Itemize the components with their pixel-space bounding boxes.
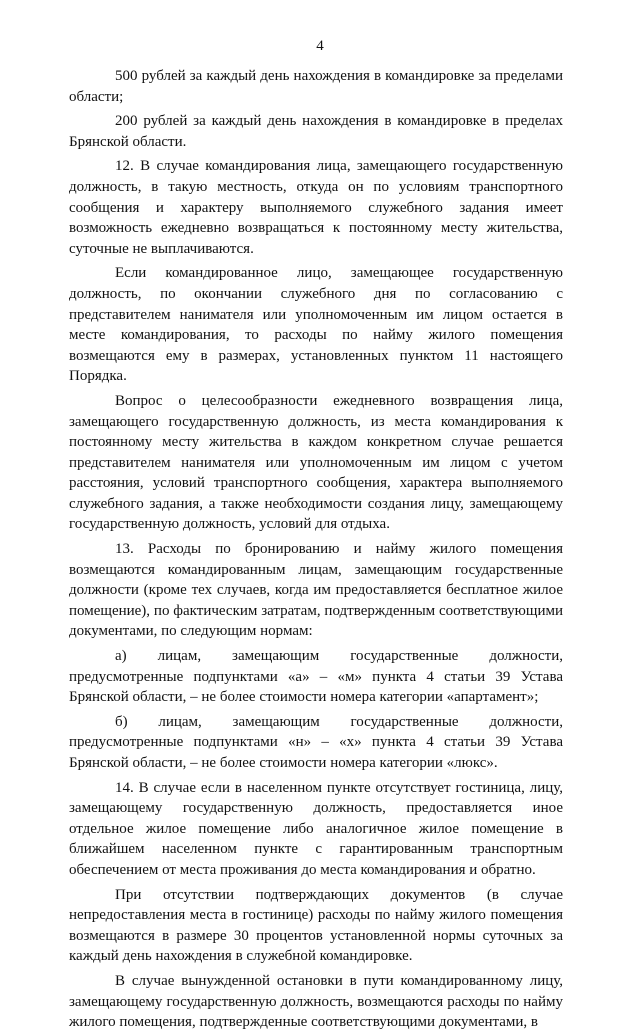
paragraph-item-13-b: б) лицам, замещающим государственные должности, предусмотренные подпунктами «н» – «х» пункта 4 статьи 39 Устава Брянской области, – не более стоимости номера категории «люкс». bbox=[69, 713, 563, 771]
paragraph-daily-return-question: Вопрос о целесообразности ежедневного возвращения лица, замещающего государственную должность, из места командирования к постоянному месту жительства в каждом конкретном случае решается представителем нанимателя или уполномоченным им лицом с учетом расстояния, условий транспортного сообщения, характера выполняемого служебного задания, а также необходимости создания лицу, замещающему государственную должность, условий для отдыха. bbox=[69, 392, 563, 533]
paragraph-item-14: 14. В случае если в населенном пункте отсутствует гостиница, лицу, замещающему государственную должность, предоставляется иное отдельное жилое помещение либо аналогичное жилое помещение в ближайшем населенном пункте с гарантированным транспортным обеспечением от места проживания до места командирования и обратно. bbox=[69, 779, 563, 878]
paragraph-no-documents: При отсутствии подтверждающих документов (в случае непредоставления места в гостинице) расходы по найму жилого помещения возмещаются в размере 30 процентов установленной нормы суточных за каждый день нахождения в служебной командировке. bbox=[69, 886, 563, 965]
paragraph-forced-stop: В случае вынужденной остановки в пути командированному лицу, замещающему государственную должность, возмещаются расходы по найму жилого помещения, подтвержденные соответствующими документами, в bbox=[69, 972, 563, 1031]
paragraph-housing-reimbursement: Если командированное лицо, замещающее государственную должность, по окончании служебного дня по согласованию с представителем нанимателя или уполномоченным им лицом остается в месте командирования, то расходы по найму жилого помещения возмещаются ему в размерах, установленных пунктом 11 настоящего Порядка. bbox=[69, 265, 563, 385]
paragraph-rate-inside-region: 200 рублей за каждый день нахождения в командировке в пределах Брянской области. bbox=[69, 113, 563, 150]
document-body bbox=[69, 66, 563, 1033]
paragraph-item-13: 13. Расходы по бронированию и найму жилого помещения возмещаются командированным лицам, замещающим государственные должности (кроме тех случаев, когда им предоставляется бесплатное жилое помещение), по фактическим затратам, подтвержденным соответствующими документами, по следующим нормам: bbox=[69, 541, 563, 640]
paragraph-item-12: 12. В случае командирования лица, замещающего государственную должность, в такую местность, откуда он по условиям транспортного сообщения и характеру выполняемого служебного задания имеет возможность ежедневно возвращаться к постоянному месту жительства, суточные не выплачиваются. bbox=[69, 158, 563, 257]
paragraph-rate-outside-region: 500 рублей за каждый день нахождения в командировке за пределами области; bbox=[69, 68, 563, 105]
page-number: 4 bbox=[316, 38, 324, 54]
paragraph-item-13-a: а) лицам, замещающим государственные должности, предусмотренные подпунктами «а» – «м» пункта 4 статьи 39 Устава Брянской области, – не более стоимости номера категории «апартамент»; bbox=[69, 648, 563, 706]
